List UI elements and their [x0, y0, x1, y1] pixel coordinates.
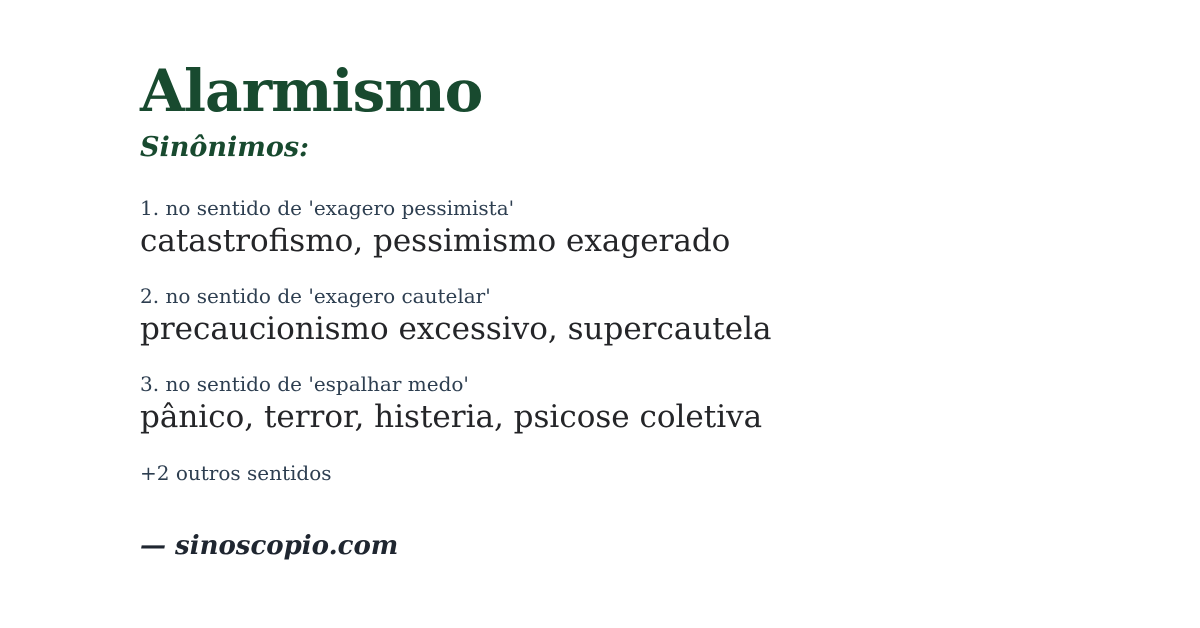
sense-2-label: 2. no sentido de 'exagero cautelar': [140, 284, 491, 308]
more-senses-note: +2 outros sentidos: [140, 461, 332, 485]
sense-1-synonyms: catastrofismo, pessimismo exagerado: [140, 223, 731, 259]
sense-1-label: 1. no sentido de 'exagero pessimista': [140, 196, 515, 220]
sense-3-label: 3. no sentido de 'espalhar medo': [140, 372, 469, 396]
sense-3-synonyms: pânico, terror, histeria, psicose coletiva: [140, 399, 763, 435]
sense-block-2: [140, 284, 772, 348]
attribution-source: — sinoscopio.com: [140, 531, 399, 561]
sense-block-1: [140, 196, 730, 260]
page-title: Alarmismo: [140, 57, 483, 125]
sense-2-synonyms: precaucionismo excessivo, supercautela: [140, 311, 772, 347]
sense-block-3: [140, 372, 762, 436]
synonyms-subtitle: Sinônimos:: [140, 132, 310, 163]
